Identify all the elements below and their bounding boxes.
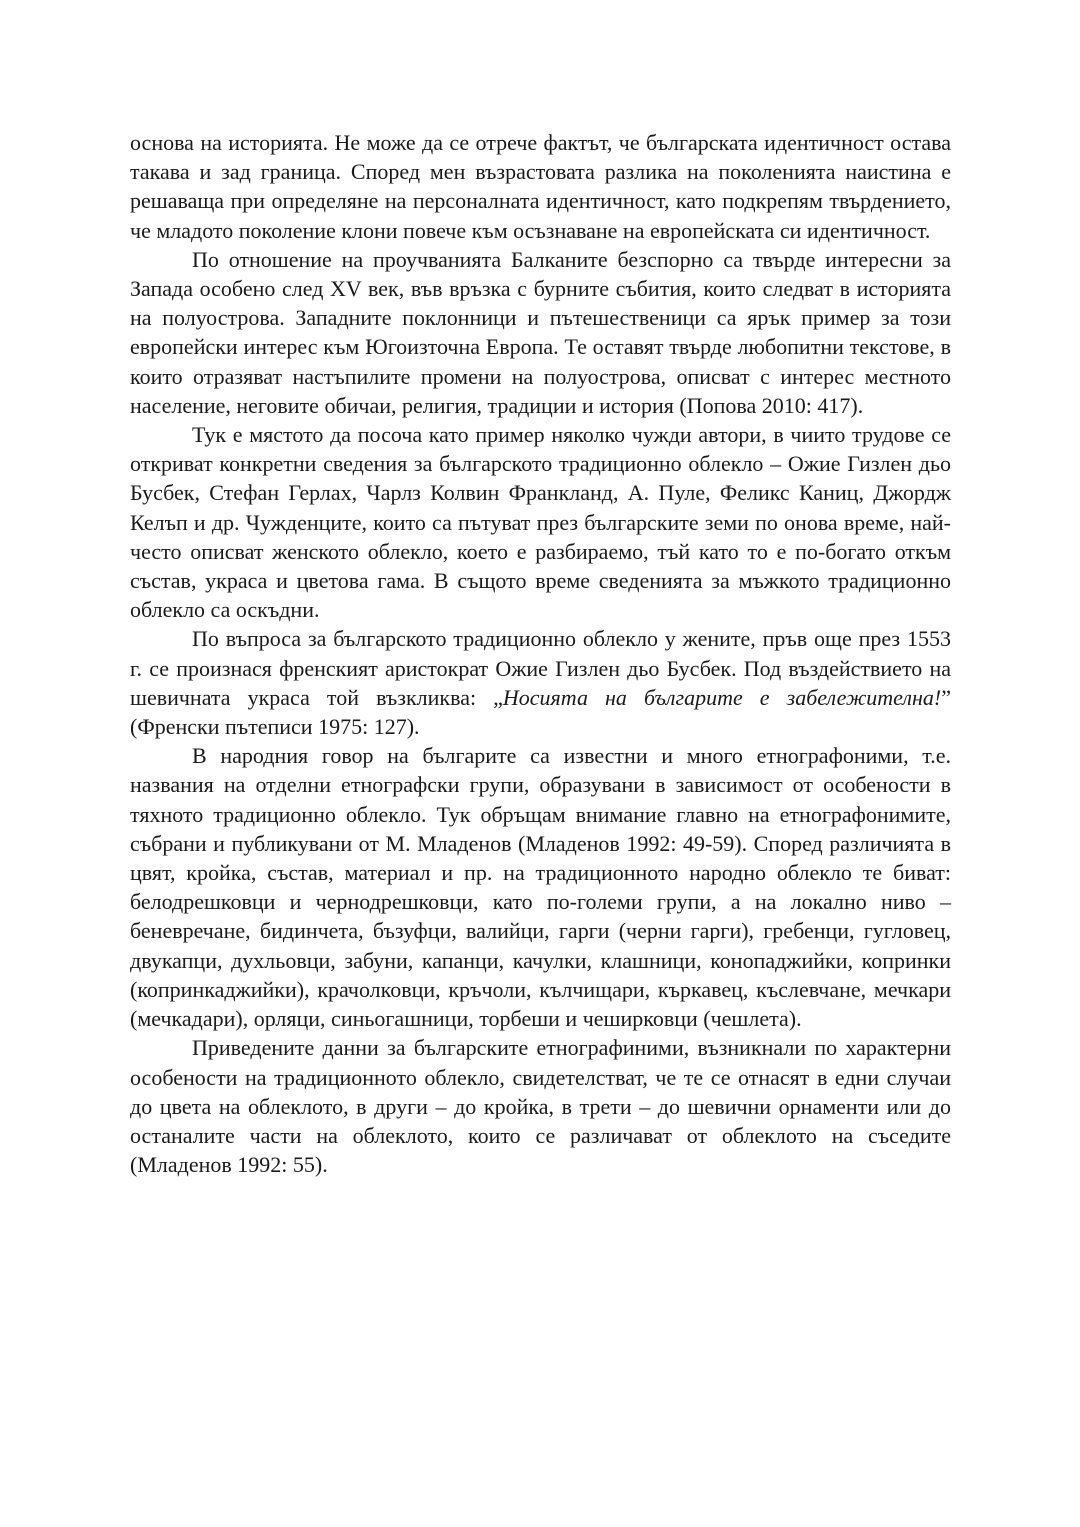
paragraph-identity-conclusion: основа на историята. Не може да се отрече фактът, че българската идентичност остава такава и зад граница. Според мен възрастовата разлика на поколенията наистина е решаваща при определяне на персоналната идентичност, като подкрепям твърдението, че младото поколение клони повече към осъзнаване на европейската си идентичност.: [130, 130, 951, 243]
quote-lead-in: По въпроса за българското традиционно облекло у жените, пръв още през 1553 г. се произнася френският аристократ Ожие Гизлен дьо Бусбек. Под въздействието на шевичната украса той възкликва: „: [130, 626, 951, 710]
paragraph-ethnographonyms: В народния говор на българите са известни и много етнографоними, т.е. названия на отделни етнографски групи, образувани в зависимост от особености в тяхното традиционно облекло. Тук обръщам внимание главно на етнографонимите, събрани и публикувани от М. Младенов (Младенов 1992: 49-59). Според различията в цвят, кройка, състав, материал и пр. на традиционното народно облекло те биват: белодрешковци и чернодрешковци, като по-големи групи, а на локално ниво – беневречане, бидинчета, бъзуфци, валийци, гарги (черни гарги), гребенци, гугловец, двукапци, духльовци, забуни, капанци, качулки, клашници, конопаджийки, копринки (копринкаджийки), крачолковци, кръчоли, кълчищари, къркавец, къслевчане, мечкари (мечкадари), орляци, синьогашници, торбеши и чеширковци (чешлета).: [130, 743, 951, 1032]
italic-quote: Носията на българите е забележителна!: [502, 684, 942, 710]
paragraph-busbecq-quote: [130, 624, 951, 741]
quote-citation: ” (Френски пътеписи 1975: 127).: [130, 684, 951, 740]
paragraph-balkan-studies: По отношение на проучванията Балканите безспорно са твърде интересни за Запада особено след XV век, във връзка с бурните събития, които следват в историята на полуострова. Западните поклонници и пътешественици са ярък пример за този европейски интерес към Югоизточна Европа. Те оставят твърде любопитни текстове, в които отразяват настъпилите промени на полуострова, описват с интерес местното население, неговите обичаи, религия, традиции и история (Попова 2010: 417).: [130, 246, 951, 418]
paragraph-conclusion: Приведените данни за българските етнографиними, възникнали по характерни особености на традиционното облекло, свидетелстват, че те се отнасят в едни случаи до цвета на облеклото, в други – до кройка, в трети – до шевични орнаменти или до останалите части на облеклото, които се различават от облеклото на съседите (Младенов 1992: 55).: [130, 1035, 951, 1178]
paragraph-foreign-authors: Тук е мястото да посоча като пример няколко чужди автори, в чиито трудове се откриват конкретни сведения за българското традиционно облекло – Ожие Гизлен дьо Бусбек, Стефан Герлах, Чарлз Колвин Франкланд, А. Пуле, Феликс Каниц, Джордж Келъп и др. Чужденците, които са пътуват през българските земи по онова време, най-често описват женското облекло, което е разбираемо, тъй като то е по-богато откъм състав, украса и цветова гама. В същото време сведенията за мъжкото традиционно облекло са оскъдни.: [130, 422, 951, 623]
document-page: [130, 128, 951, 1179]
